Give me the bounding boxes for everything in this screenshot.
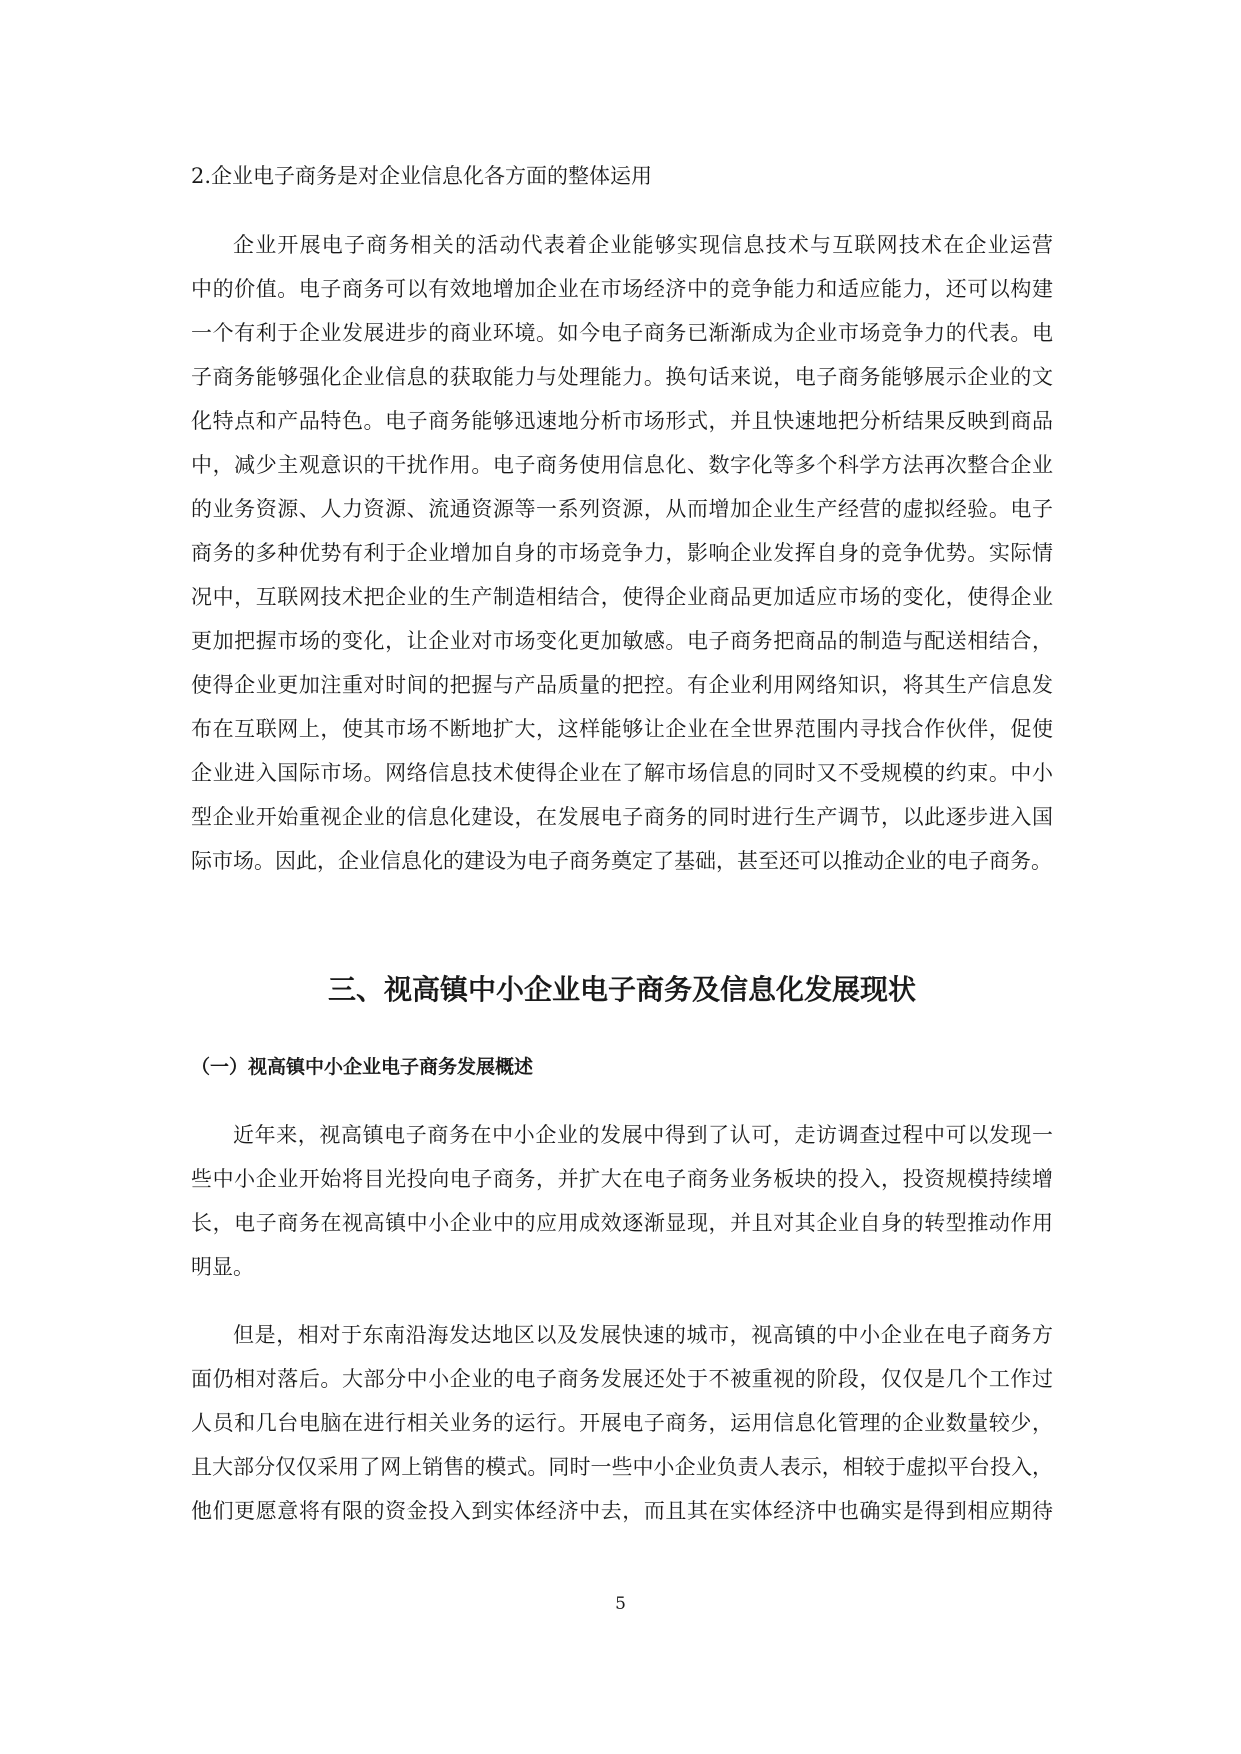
paragraph-line: 他们更愿意将有限的资金投入到实体经济中去，而且其在实体经济中也确实是得到相应期待 (191, 1499, 1053, 1523)
paragraph-line: 使得企业更加注重对时间的把握与产品质量的把控。有企业利用网络知识，将其生产信息发 (191, 673, 1053, 697)
paragraph-line: 的业务资源、人力资源、流通资源等一系列资源，从而增加企业生产经营的虚拟经验。电子 (191, 497, 1053, 521)
page-number: 5 (615, 1594, 626, 1614)
paragraph-line: 一个有利于企业发展进步的商业环境。如今电子商务已渐渐成为企业市场竞争力的代表。电 (191, 321, 1053, 345)
paragraph-line: 际市场。因此，企业信息化的建设为电子商务奠定了基础，甚至还可以推动企业的电子商务。 (191, 849, 1052, 873)
paragraph-line: 况中，互联网技术把企业的生产制造相结合，使得企业商品更加适应市场的变化，使得企业 (191, 585, 1053, 609)
paragraph-line: 中的价值。电子商务可以有效地增加企业在市场经济中的竞争能力和适应能力，还可以构建 (191, 277, 1053, 301)
paragraph-line: 但是，相对于东南沿海发达地区以及发展快速的城市，视高镇的中小企业在电子商务方 (233, 1323, 1053, 1347)
paragraph-line: 企业进入国际市场。网络信息技术使得企业在了解市场信息的同时又不受规模的约束。中小 (191, 761, 1053, 785)
paragraph-line: 中，减少主观意识的干扰作用。电子商务使用信息化、数字化等多个科学方法再次整合企业 (191, 453, 1053, 477)
paragraph-line: 近年来，视高镇电子商务在中小企业的发展中得到了认可，走访调查过程中可以发现一 (233, 1123, 1053, 1147)
section-title: 三、视高镇中小企业电子商务及信息化发展现状 (327, 973, 916, 1006)
subheading-2: 2.企业电子商务是对企业信息化各方面的整体运用 (191, 164, 653, 188)
paragraph-line: 化特点和产品特色。电子商务能够迅速地分析市场形式，并且快速地把分析结果反映到商品 (191, 409, 1053, 433)
paragraph-line: 面仍相对落后。大部分中小企业的电子商务发展还处于不被重视的阶段，仅仅是几个工作过 (191, 1367, 1053, 1391)
paragraph-line: 明显。 (191, 1255, 254, 1279)
paragraph-line: 企业开展电子商务相关的活动代表着企业能够实现信息技术与互联网技术在企业运营 (233, 233, 1053, 257)
paragraph-line: 子商务能够强化企业信息的获取能力与处理能力。换句话来说，电子商务能够展示企业的文 (191, 365, 1053, 389)
paragraph-line: 些中小企业开始将目光投向电子商务，并扩大在电子商务业务板块的投入，投资规模持续增 (191, 1167, 1053, 1191)
paragraph-line: 布在互联网上，使其市场不断地扩大，这样能够让企业在全世界范围内寻找合作伙伴，促使 (191, 717, 1053, 741)
subsection-title: （一）视高镇中小企业电子商务发展概述 (191, 1056, 534, 1078)
paragraph-line: 商务的多种优势有利于企业增加自身的市场竞争力，影响企业发挥自身的竞争优势。实际情 (191, 541, 1053, 565)
paragraph-line: 人员和几台电脑在进行相关业务的运行。开展电子商务，运用信息化管理的企业数量较少， (191, 1411, 1053, 1435)
paragraph-line: 长，电子商务在视高镇中小企业中的应用成效逐渐显现，并且对其企业自身的转型推动作用 (191, 1211, 1053, 1235)
paragraph-line: 且大部分仅仅采用了网上销售的模式。同时一些中小企业负责人表示，相较于虚拟平台投入， (191, 1455, 1053, 1479)
paragraph-line: 型企业开始重视企业的信息化建设，在发展电子商务的同时进行生产调节，以此逐步进入国 (191, 805, 1053, 829)
paragraph-line: 更加把握市场的变化，让企业对市场变化更加敏感。电子商务把商品的制造与配送相结合， (191, 629, 1053, 653)
